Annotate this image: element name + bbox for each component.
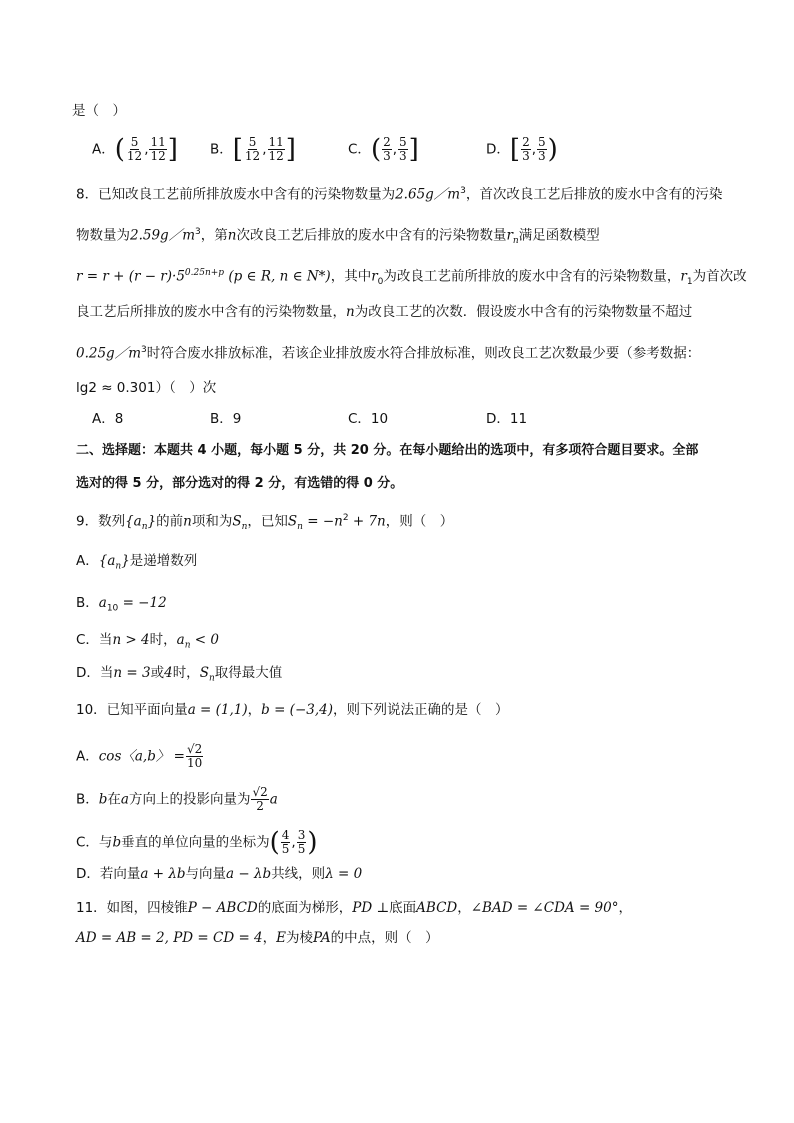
q8-line-2: 物数量为$2.59g/m^3$，第n次改良工艺后排放的废水中含有的污染物数量$r_n$满足函数模型 [76,227,600,247]
q9-option-d[interactable]: D．当n = 3或4时，$S_n$取得最大值 [76,665,283,684]
q7-option-d[interactable]: D．[ $\frac{2}{3}$ , $\frac{5}{3}$ ) [486,134,558,165]
q7-option-a[interactable]: A．( $\frac{5}{12}$ , $\frac{11}{12}$ ] [92,134,178,165]
q7-option-c[interactable]: C．( $\frac{2}{3}$ , $\frac{5}{3}$ ] [348,134,419,165]
q7-tail: 是（ ） [72,103,126,119]
q8-line-4: 良工艺后所排放的废水中含有的污染物数量，n为改良工艺的次数．假设废水中含有的污染物数量不超过 [76,304,693,320]
q10-option-c[interactable]: C．与b垂直的单位向量的坐标为( $\frac{4}{5}$ , $\frac{3}{5}$ ) [76,827,318,858]
section-2-instructions: 选对的得 5 分，部分选对的得 2 分，有选错的得 0 分。 [76,476,404,491]
q10-option-d[interactable]: D．若向量a + λb与向量a − λb共线，则λ = 0 [76,866,363,882]
q7-option-b[interactable]: B．[ $\frac{5}{12}$ , $\frac{11}{12}$ ] [210,134,296,165]
q8-option-a[interactable]: A．8 [92,411,124,427]
q9-option-a[interactable]: A．$\{a_n\}$是递增数列 [76,553,198,572]
q10-option-b[interactable]: B．b在a方向上的投影向量为 $\frac{√2}{2}$ a [76,785,278,813]
q8-line-6: lg2 ≈ 0.301）（ ）次 [76,380,217,396]
q8-option-b[interactable]: B．9 [210,411,242,427]
q11-line-1: 11．如图，四棱锥P − ABCD的底面为梯形，PD ⊥底面ABCD，∠BAD = ∠CDA = 90°， [76,900,632,916]
q10-stem: 10．已知平面向量a = (1,1)，b = (−3,4)，则下列说法正确的是（ ） [76,702,509,718]
q8-line-1: 8．已知改良工艺前所排放废水中含有的污染物数量为$2.65g/m^3$，首次改良工艺后排放的废水中含有的污染 [76,186,723,203]
q8-option-c[interactable]: C．10 [348,411,389,427]
q9-option-b[interactable]: B．$a_{10} = -12$ [76,595,167,614]
q11-line-2: AD = AB = 2, PD = CD = 4，E为棱PA的中点，则（ ） [76,930,439,946]
q10-option-a[interactable]: A．cos〈a,b〉 = $\frac{√2}{10}$ [76,742,203,770]
q8-line-5: $0.25g/m^3$时符合废水排放标准，若该企业排放废水符合排放标准，则改良工艺次数最少要（参考数据： [76,345,701,362]
section-2-heading: 二、选择题：本题共 4 小题，每小题 5 分，共 20 分。在每小题给出的选项中，有多项符合题目要求。全部 [76,443,699,458]
q8-line-3: $r = r + (r - r)\cdot 5^{0.25n+p}$ (p ∈ R, n ∈ N*)，其中$r_0$为改良工艺前所排放的废水中含有的污染物数量，$r_1$为首次改 [76,268,747,288]
q9-option-c[interactable]: C．当n > 4时，$a_n < 0$ [76,632,219,651]
q8-option-d[interactable]: D．11 [486,411,528,427]
q9-stem: 9．数列$\{a_n\}$的前n项和为$S_n$，已知$S_n = -n^2 + 7n$，则（ ） [76,513,454,533]
q8-formula: r = r + (r − r)·5 [76,268,185,285]
